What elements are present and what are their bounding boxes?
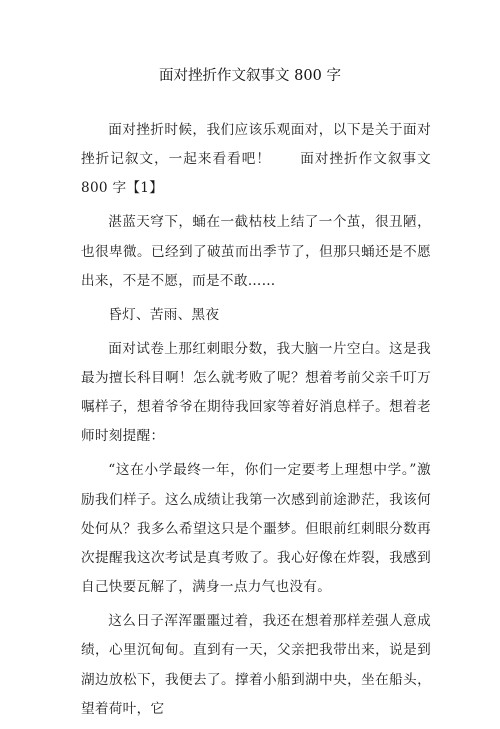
paragraph-teacher-quote: “这在小学最终一年，你们一定要考上理想中学。”激励我们样子。这么成绩让我第一次感到前途渺茫，我该何处何从？我多么希望这只是个噩梦。但眼前红刺眼分数再次提醒我这次考试是真考败了。我心好像在炸裂，我感到自己快要瓦解了，满身一点力气也没有。	[81, 462, 431, 596]
paragraph-exam-score: 面对试卷上那红刺眼分数，我大脑一片空白。这是我最为擅长科目啊！怎么就考败了呢？想着考前父亲千叮万嘱样子，想着爷爷在期待我回家等着好消息样子。想着老师时刻提醒：	[81, 340, 431, 445]
paragraph-subheading: 昏灯、苦雨、黑夜	[108, 306, 220, 323]
paragraph-lake: 这么日子浑浑噩噩过着，我还在想着那样差强人意成绩，心里沉甸甸。直到有一天，父亲把我带出来，说是到湖边放松下，我便去了。撑着小船到湖中央，坐在船头，望着荷叶，它	[81, 613, 431, 717]
paragraph-cocoon: 湛蓝天穹下，蛹在一截枯枝上结了一个茧，很丑陋，也很卑微。已经到了破茧而出季节了，但那只蛹还是不愿出来，不是不愿，而是不敢……	[81, 214, 431, 289]
paragraph-intro: 面对挫折时候，我们应该乐观面对，以下是关于面对挫折记叙文，一起来看看吧！ 面对挫折作文叙事文 800 字【1】	[81, 122, 431, 197]
document-body	[81, 116, 431, 729]
document-title: 面对挫折作文叙事文 800 字	[159, 68, 341, 84]
